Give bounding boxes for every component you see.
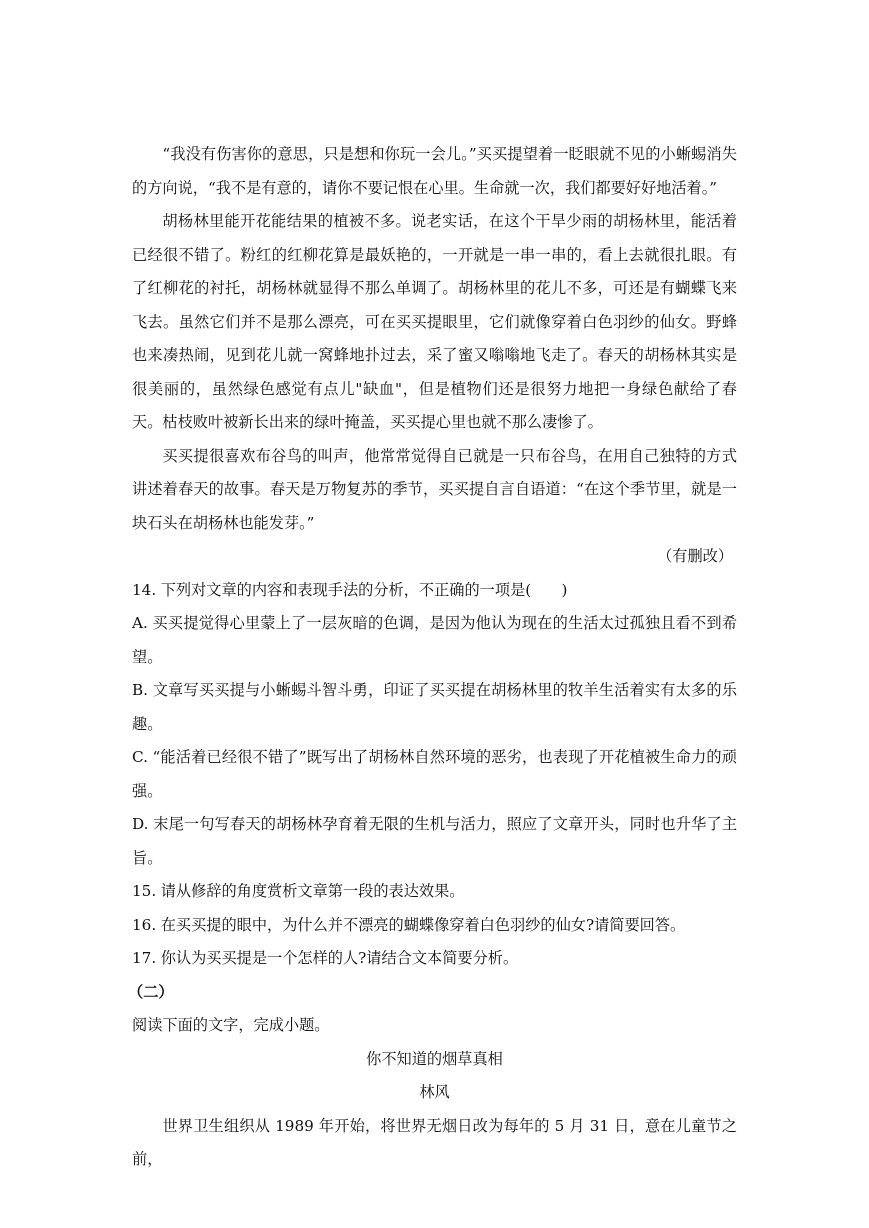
story-paragraph-1: “我没有伤害你的意思，只是想和你玩一会儿。”买买提望着一眨眼就不见的小蜥蜴消失的方向说，“我不是有意的，请你不要记恨在心里。生命就一次，我们都要好好地活着。” — [132, 145, 737, 197]
option-letter: D. — [132, 815, 149, 833]
question-text: 在买买提的眼中，为什么并不漂亮的蝴蝶像穿着白色羽纱的仙女?请简要回答。 — [160, 915, 686, 934]
question-text: 你认为买买提是一个怎样的人?请结合文本简要分析。 — [160, 949, 519, 967]
section-instruction: 阅读下面的文字，完成小题。 — [132, 1016, 330, 1034]
question-14 — [132, 574, 737, 608]
option-letter: A. — [132, 614, 148, 632]
option-b — [132, 674, 737, 741]
question-17 — [132, 942, 737, 976]
option-letter: C. — [132, 748, 148, 766]
story-paragraph-3: 买买提很喜欢布谷鸟的叫声，他常常觉得自已就是一只布谷鸟，在用自己独特的方式讲述着春天的故事。春天是万物复苏的季节，买买提自言自语道：“在这个季节里，就是一块石头在胡杨林也能发芽。” — [132, 446, 737, 532]
story-paragraph-2: 胡杨林里能开花能结果的植被不多。说老实话，在这个干旱少雨的胡杨林里，能活着已经很不错了。粉红的红柳花算是最妖艳的，一开就是一串一串的，看上去就很扎眼。有了红柳花的衬托，胡杨林就显得不那么单调了。胡杨林里的花儿不多，可还是有蝴蝶飞来飞去。虽然它们并不是那么漂亮，可在买买提眼里，它们就像穿着白色羽纱的仙女。野蜂也来凑热闹，见到花儿就一窝蜂地扑过去，采了蜜又嗡嗡地飞走了。春天的胡杨林其实是很美丽的，虽然绿色感觉有点儿"缺血"，但是植物们还是很努力地把一身绿色献给了春天。枯枝败叶被新长出来的绿叶掩盖，买买提心里也就不那么凄惨了。 — [132, 212, 737, 431]
option-d — [132, 808, 737, 875]
article-title: 你不知道的烟草真相 — [366, 1049, 503, 1068]
option-text: “能活着已经很不错了”既写出了胡杨林自然环境的恶劣，也表现了开花植被生命力的顽强。 — [132, 748, 737, 800]
article-paragraph-1: 世界卫生组织从 1989 年开始，将世界无烟日改为每年的 5 月 31 日，意在儿童节之前， — [132, 1116, 737, 1168]
option-text: 文章写买买提与小蜥蜴斗智斗勇，印证了买买提在胡杨林里的牧羊生活着实有太多的乐趣。 — [132, 681, 737, 733]
question-text: 请从修辞的角度赏析文章第一段的表达效果。 — [160, 882, 465, 900]
question-number: 16. — [132, 915, 157, 934]
question-number: 14. — [132, 580, 157, 599]
question-number: 17. — [132, 949, 157, 967]
question-16 — [132, 909, 737, 943]
article-author: 林风 — [419, 1083, 450, 1101]
question-15 — [132, 875, 737, 909]
section-heading: （二） — [128, 982, 174, 1001]
option-c — [132, 741, 737, 808]
option-a — [132, 607, 737, 674]
option-letter: B. — [132, 681, 148, 699]
option-text: 买买提觉得心里蒙上了一层灰暗的色调，是因为他认为现在的生活太过孤独且看不到希望。 — [132, 614, 737, 666]
option-text: 末尾一句写春天的胡杨林孕育着无限的生机与活力，照应了文章开头，同时也升华了主旨。 — [132, 815, 737, 867]
question-text: 下列对文章的内容和表现手法的分析，不正确的一项是( ) — [160, 580, 568, 599]
revision-note: （有删改） — [657, 547, 733, 565]
question-number: 15. — [132, 882, 157, 900]
